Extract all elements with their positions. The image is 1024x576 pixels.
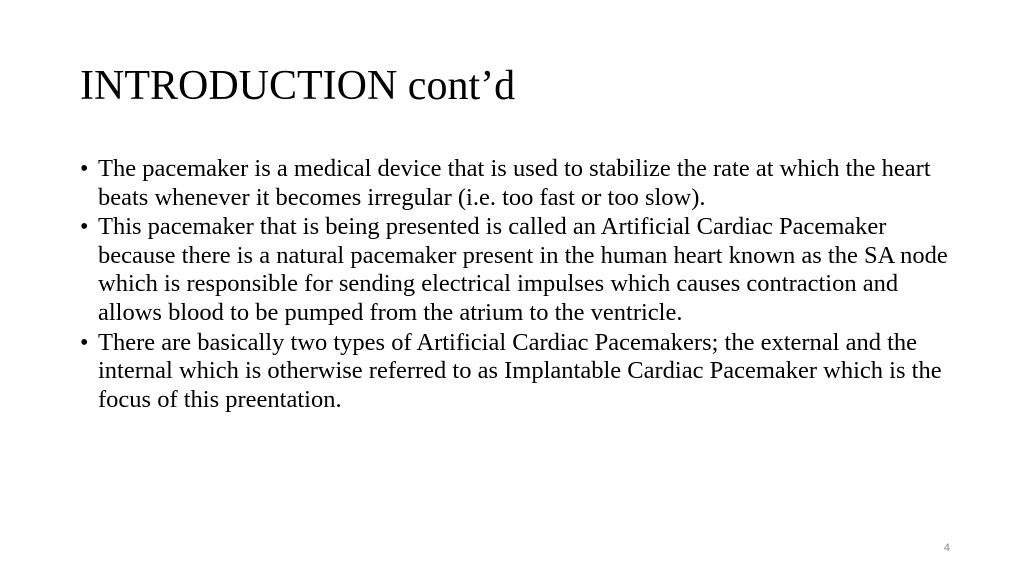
bullet-item-3 [80,329,960,415]
bullet-item-2 [80,213,960,327]
bullet-dot-icon: • [80,214,89,241]
slide-title: INTRODUCTION cont’d [80,63,516,109]
page-number: 4 [943,542,950,554]
bullet-text-1: The pacemaker is a medical device that is used to stabilize the rate at which the heart beats whenever it becomes irregular (i.e. too fast or too slow). [98,155,931,211]
bullet-text-2: This pacemaker that is being presented is called an Artificial Cardiac Pacemaker because there is a natural pacemaker present in the human heart known as the SA node which is responsible for sending electrical impulses which causes contraction and allows blood to be pumped from the atrium to the ventricle. [98,213,948,326]
bullet-list [80,155,960,415]
bullet-item-1 [80,155,960,212]
bullet-dot-icon: • [80,329,89,356]
bullet-dot-icon: • [80,156,89,182]
bullet-text-3: There are basically two types of Artificial Cardiac Pacemakers; the external and the internal which is otherwise referred to as Implantable Cardiac Pacemaker which is the focus of this preentation. [98,328,942,413]
